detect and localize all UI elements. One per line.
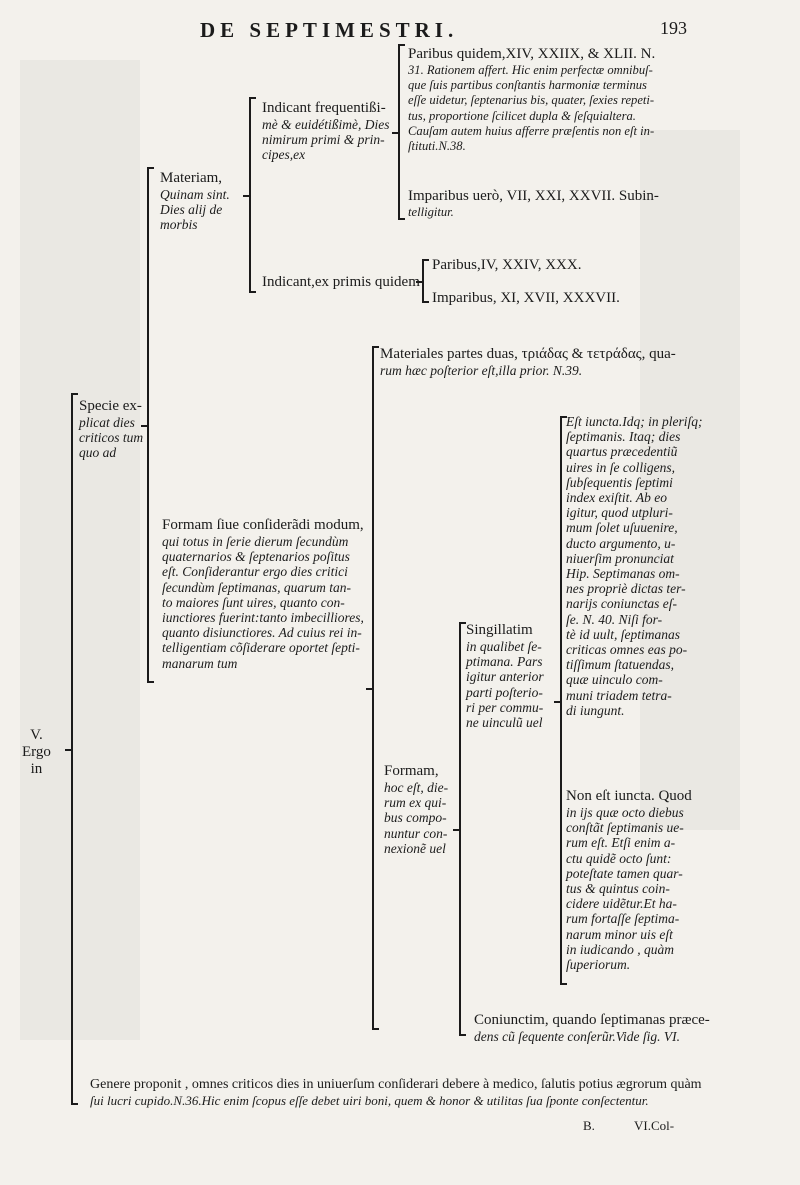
imparibus-vero: Imparibus uerò, VII, XXI, XXVII. Subin- telligitur. [408, 188, 659, 219]
bracket-specie [147, 167, 154, 683]
formam-hoc-est: Formam, hoc eſt, die- rum ex qui- bus compo- nuntur con- nexionẽ uel [384, 763, 449, 856]
ergo-label: V. Ergo in [22, 727, 51, 777]
signature-mark: B. [583, 1118, 595, 1133]
materiam-label: Materiam, Quinam sint. Dies alij de morbis [160, 170, 230, 233]
bracket-formam-main [372, 346, 379, 1030]
formam-main: Formam ſiue conſiderãdi modum, qui totus in ſerie dierum ſecundùm quaternarios & ſeptenarios poſitus eſt. Conſiderantur ergo dies critici ſecundùm ſeptimanas, quarum tan- to maiores ſunt uires, quanto con- iunctiores fuerint:tanto imbecilliores, quanto disiunctiores. Ad cuius rei in- telligentiam cõſiderare oportet ſepti- manarum tum [162, 517, 364, 671]
genere-proponit: Genere proponit , omnes criticos dies in uniuerſum conſiderari debere à medico, ſalutis potius ægrorum quàm ſui lucri cupido.N.36.Hic enim ſcopus eſſe debet uiri boni, quem & honor & utilitas ſua ſponte conſectentur. [90, 1077, 702, 1108]
show-through-left [20, 60, 140, 1040]
est-iuncta: Eſt iuncta.Idq; in pleriſq; ſeptimanis. Itaq; dies quartus præcedentiũ uires in ſe colligens, ſubſequentis ſeptimi index exiſtit. Ab eo igitur, quod utpluri- mum ſolet uſuuenire, ducto argumento, u- niuerſim pronunciat Hip. Septimanas om- nes propriè dictas ter- narijs coniunctas eſ- ſe. N. 40. Niſi for- tè id uult, ſeptimanas criticas omnes eas po- tiſſimum ſtatuendas, quæ uinculo com- muni triadem tetra- di iungunt. [566, 414, 703, 718]
coniunctim: Coniunctim, quando ſeptimanas præce- dens cũ ſequente conſerũr.Vide ſig. VI. [474, 1012, 710, 1044]
catchword: VI.Col- [634, 1118, 675, 1133]
indicant-ex-primis: Indicant,ex primis quidem [262, 274, 420, 290]
paribus-mid: Paribus,IV, XXIV, XXX. [432, 257, 582, 273]
running-head: DE SEPTIMESTRI. [200, 18, 459, 42]
bracket-indicant-frequentissime [398, 44, 405, 220]
paribus-quidem: Paribus quidem,XIV, XXIIX, & XLII. N. 31. Rationem affert. Hic enim perfectæ omnibuſ- que ſuis partibus conſtantis harmoniæ terminus eſſe uidetur, ſeptenarius bis, quater, ſexies repeti- tus, proportione ſcilicet dupla & ſeſquialtera. Cauſam autem huius afferre præſentis non eſt in- ſtituti.N.38. [408, 46, 656, 154]
imparibus-mid: Imparibus, XI, XVII, XXXVII. [432, 290, 620, 306]
bracket-ergo [71, 393, 78, 1105]
singillatim: Singillatim in qualibet ſe- ptimana. Pars igitur anterior parti poſterio- ri per commu- ne uinculũ uel [466, 622, 544, 731]
bracket-indicant-primis [422, 259, 429, 303]
materiales: Materiales partes duas, τριάδας & τετράδας, qua- rum hæc poſterior eſt,illa prior. N.39. [380, 346, 676, 378]
bracket-formam-hoc [459, 622, 466, 1036]
specie-label: Specie ex- plicat dies criticos tum quo ad [79, 398, 144, 461]
indicant-frequentissime: Indicant frequentißi- mè & euidétißimè, Dies nimirum primi & prin- cipes,ex [262, 100, 390, 163]
bracket-materiam [249, 97, 256, 293]
non-est-iuncta: Non eſt iuncta. Quod in ijs quæ octo diebus conſtãt ſeptimanis ue- rum eſt. Etſi enim a- ctu quidẽ octo ſunt: poteſtate tamen quar- tus & quintus coin- cidere uidẽtur.Et ha- rum fortaſſe ſeptima- narum minor uis eſt in iudicando , quàm ſuperiorum. [566, 788, 692, 973]
page-number: 193 [660, 18, 687, 38]
